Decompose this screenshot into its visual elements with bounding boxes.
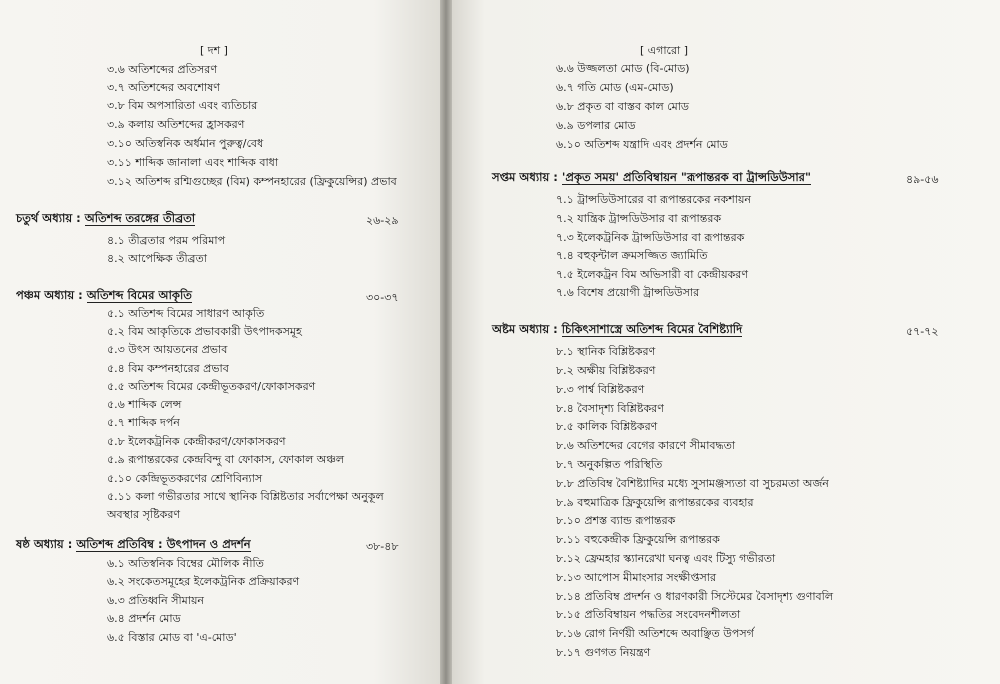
chapter-label: অষ্টম অধ্যায় : (492, 322, 558, 336)
toc-item: ৫.২ বিম আকৃতিকে প্রভাবকারী উৎপাদকসমূহ (107, 325, 302, 338)
toc-item: ৭.৬ বিশেষ প্রয়োগী ট্রান্সডিউসার (556, 286, 700, 299)
toc-item: ৬.১০ অতিশব্দ যন্ত্রাদি এবং প্রদর্শন মোড (556, 138, 728, 151)
chapter-pages: ৪৯-৫৬ (906, 173, 939, 186)
toc-item: ৮.৭ অনুকল্পিত পরিস্থিতি (556, 458, 663, 471)
toc-item: ৬.৫ বিস্তার মোড বা 'এ-মোড' (107, 631, 237, 644)
toc-item: ৩.৮ বিম অপসারিতা এবং ব্যতিচার (107, 99, 258, 112)
chapter-label: ষষ্ঠ অধ্যায় : (16, 537, 73, 551)
toc-item: ৩.১০ অতিস্বনিক অর্ধমান পুরুত্ব/বেধ (107, 137, 264, 150)
right-page (452, 0, 1000, 684)
chapter-title: চিকিৎসাশাস্ত্রে অতিশব্দ বিমের বৈশিষ্ট্যাদি (561, 322, 743, 336)
toc-item: ৬.৮ প্রকৃত বা বাস্তব কাল মোড (556, 100, 690, 113)
toc-item: ৭.৩ ইলেকট্রনিক ট্রান্সডিউসার বা রূপান্তরক (556, 231, 745, 244)
toc-item: ৮.১২ ফ্রেমহার স্ক্যানরেখা ঘনত্ব এবং টিস্যু গভীরতা (556, 552, 776, 565)
chapter-title: অতিশব্দ বিমের আকৃতি (86, 288, 192, 302)
toc-item: ৩.৬ অতিশব্দের প্রতিসরণ (107, 63, 218, 76)
chapter-title: অতিশব্দ তরঙ্গের তীব্রতা (84, 211, 196, 225)
page-number: [ দশ ] (200, 44, 228, 57)
toc-item: ৭.১ ট্রান্সডিউসারের বা রূপান্তরকের নকশায়ন (556, 193, 752, 206)
toc-item: ৫.৬ শাব্দিক লেন্স (107, 398, 182, 411)
toc-item: ৫.১ অতিশব্দ বিমের সাধারণ আকৃতি (107, 307, 265, 320)
toc-item: ৭.৪ বহুকৃন্টাল ক্রমসজ্জিত জ্যামিতি (556, 249, 708, 262)
toc-item: ৮.৮ প্রতিবিম্ব বৈশিষ্ট্যাদির মধ্যে সুসামঞ্জস্যতা বা সুচরমতা অর্জন (556, 477, 829, 490)
chapter-pages: ২৬-২৯ (366, 214, 399, 227)
toc-item: ৬.৯ ডপলার মোড (556, 119, 636, 132)
toc-item: ৮.৬ অতিশব্দের বেগের কারণে সীমাবদ্ধতা (556, 439, 736, 452)
chapter-heading (16, 211, 195, 226)
chapter-pages: ৫৭-৭২ (906, 325, 939, 338)
page-number: [ এগারো ] (640, 44, 689, 57)
toc-item: ৮.১৪ প্রতিবিম্ব প্রদর্শন ও ধারণকারী সিস্টেমের বৈসাদৃশ্য গুণাবলি (556, 590, 834, 603)
chapter-pages: ৩০-৩৭ (366, 291, 399, 304)
toc-item: ৬.৪ প্রদর্শন মোড (107, 612, 181, 625)
left-page (0, 0, 440, 684)
chapter-heading (492, 170, 811, 185)
toc-item: ৪.২ আপেক্ষিক তীব্রতা (107, 252, 207, 265)
chapter-heading (16, 288, 192, 303)
toc-item: ৫.৩ উৎস আয়তনের প্রভাব (107, 343, 228, 356)
toc-item: ৬.৭ গতি মোড (এম-মোড) (556, 81, 674, 94)
toc-item: ৮.২ অক্ষীয় বিশ্লিষ্টকরণ (556, 364, 656, 377)
chapter-title: 'প্রকৃত সময়' প্রতিবিম্বায়ন "রূপান্তরক বা ট্রান্সডিউসার" (561, 170, 811, 184)
toc-item: ৩.১২ অতিশব্দ রশ্মিগুচ্ছের (বিম) কম্পনহারের (ফ্রিকুয়েন্সির) প্রভাব (107, 175, 397, 188)
toc-item: ৫.৪ বিম কম্পনহারের প্রভাব (107, 362, 229, 375)
toc-item: ৮.১০ প্রশস্ত ব্যান্ড রূপান্তরক (556, 514, 676, 527)
chapter-label: পঞ্চম অধ্যায় : (16, 288, 83, 302)
toc-item: ৮.১ স্থানিক বিশ্লিষ্টকরণ (556, 345, 656, 358)
toc-item: ৬.৩ প্রতিধ্বনি সীমায়ন (107, 594, 205, 607)
toc-item: ৫.৫ অতিশব্দ বিমের কেন্দ্রীভূতকরণ/ফোকাসকরণ (107, 380, 316, 393)
chapter-label: চতুর্থ অধ্যায় : (16, 211, 81, 225)
toc-item: ৫.১০ কেন্দ্রিভূতকরণের শ্রেণিবিন্যাস (107, 472, 263, 485)
toc-item: ৭.৫ ইলেকট্রন বিম অভিসারী বা কেন্দ্রীয়করণ (556, 268, 748, 281)
toc-item: ৩.৭ অতিশব্দের অবশোষণ (107, 81, 220, 94)
toc-item: ৫.৯ রূপান্তরকের কেন্দ্রবিন্দু বা ফোকাস, ফোকাল অঞ্চল (107, 453, 345, 466)
toc-item: ৮.৫ কালিক বিশ্লিষ্টকরণ (556, 420, 658, 433)
toc-item: ৪.১ তীব্রতার পরম পরিমাপ (107, 234, 226, 247)
toc-item: ৮.১১ বহুকেন্দ্রীক ফ্রিকুয়েন্সি রূপান্তরক (556, 533, 720, 546)
toc-item: ৫.১১ কলা গভীরতার সাথে স্থানিক বিশ্লিষ্টতার সর্বাপেক্ষা অনুকূল (107, 490, 384, 503)
toc-item: ৮.১৬ রোগ নির্ণয়ী অতিশব্দে অবাঞ্ছিত উপসর্গ (556, 627, 754, 640)
toc-item: ৮.১৫ প্রতিবিম্বায়ন পদ্ধতির সংবেদনশীলতা (556, 608, 741, 621)
toc-item: ৮.৯ বহুমাত্রিক ফ্রিকুয়েন্সি রূপান্তরকের ব্যবহার (556, 496, 754, 509)
toc-item: ৫.৭ শাব্দিক দর্পন (107, 416, 180, 429)
chapter-heading (492, 322, 742, 337)
toc-item: অবস্থার সৃষ্টিকরণ (107, 508, 181, 521)
chapter-title: অতিশব্দ প্রতিবিম্ব : উৎপাদন ও প্রদর্শন (76, 537, 251, 551)
toc-item: ৬.১ অতিস্বনিক বিম্বের মৌলিক নীতি (107, 557, 264, 570)
chapter-pages: ৩৮-৪৮ (366, 540, 399, 553)
toc-item: ৬.২ সংকেতসমূহের ইলেকট্রনিক প্রক্রিয়াকরণ (107, 575, 300, 588)
chapter-label: সপ্তম অধ্যায় : (492, 170, 558, 184)
toc-item: ৩.১১ শাব্দিক জানালা এবং শাব্দিক বাধা (107, 156, 279, 169)
book-gutter (440, 0, 452, 684)
toc-item: ৩.৯ কলায় অতিশব্দের হ্রাসকরণ (107, 118, 245, 131)
toc-item: ৫.৮ ইলেকট্রনিক কেন্দ্রীকরণ/ফোকাসকরণ (107, 435, 286, 448)
chapter-heading (16, 537, 251, 552)
toc-item: ৮.১৭ গুণগত নিয়ন্ত্রণ (556, 646, 651, 659)
toc-item: ৮.৪ বৈসাদৃশ্য বিশ্লিষ্টকরণ (556, 402, 664, 415)
toc-item: ৬.৬ উজ্জলতা মোড (বি-মোড) (556, 62, 690, 75)
toc-item: ৭.২ যান্ত্রিক ট্রান্সডিউসার বা রূপান্তরক (556, 212, 722, 225)
toc-item: ৮.৩ পার্শ্ব বিশ্লিষ্টকরণ (556, 383, 645, 396)
toc-item: ৮.১৩ আপোস মীমাংসার সংক্ষীপ্তসার (556, 571, 716, 584)
